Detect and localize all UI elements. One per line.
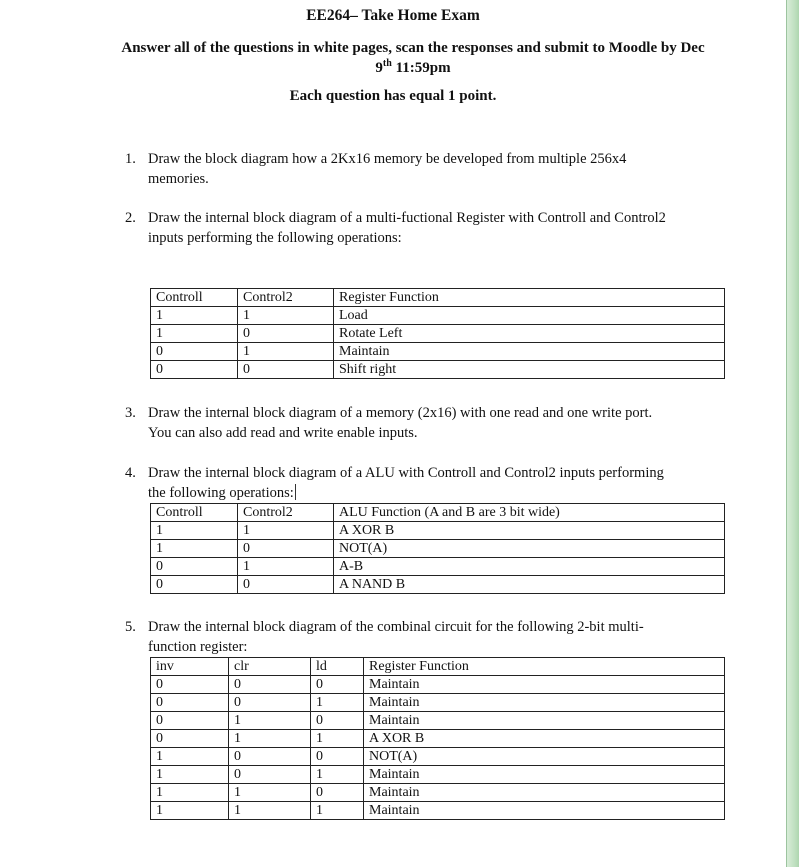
question-number: 2. — [125, 210, 136, 226]
question-text: Draw the internal block diagram of a memory (2x16) with one read and one write port. — [148, 405, 653, 421]
table-row — [151, 766, 725, 784]
submission-instructions — [98, 38, 728, 78]
table-cell: 0 — [229, 694, 311, 712]
question-number: 1. — [125, 151, 136, 167]
header-cell: Controll — [151, 504, 238, 522]
table-cell: Maintain — [334, 343, 725, 361]
table-cell: 1 — [311, 766, 364, 784]
question-5 — [125, 617, 728, 657]
header-cell: Controll — [151, 289, 238, 307]
table-cell: NOT(A) — [334, 540, 725, 558]
due-date-time: 11:59pm — [391, 60, 451, 76]
table-row — [151, 784, 725, 802]
table-cell: 0 — [238, 361, 334, 379]
table-cell: 1 — [229, 712, 311, 730]
table-row — [151, 325, 725, 343]
table-cell: 0 — [238, 576, 334, 594]
question-2 — [125, 208, 728, 248]
table-cell: 1 — [151, 784, 229, 802]
table-cell: Rotate Left — [334, 325, 725, 343]
table-row — [151, 576, 725, 594]
question-3 — [125, 403, 728, 443]
table-cell: 1 — [151, 522, 238, 540]
question-text: function register: — [148, 639, 248, 655]
table-cell: 1 — [229, 784, 311, 802]
table-cell: 1 — [311, 802, 364, 820]
instructions-line: Answer all of the questions in white pages, scan the responses and submit to Moodle by Dec — [121, 40, 705, 56]
table-header-row — [151, 289, 725, 307]
question-number: 4. — [125, 465, 136, 481]
table-cell: 1 — [151, 540, 238, 558]
header-cell: Control2 — [238, 289, 334, 307]
table-cell: Maintain — [364, 766, 725, 784]
table-cell: 0 — [229, 748, 311, 766]
table-cell: 0 — [151, 694, 229, 712]
table-cell: 0 — [151, 576, 238, 594]
question-text: memories. — [148, 171, 209, 187]
table-cell: 0 — [238, 325, 334, 343]
table-cell: 0 — [151, 712, 229, 730]
table-row — [151, 730, 725, 748]
due-date-day: 9 — [375, 60, 383, 76]
multifunction-register-table — [150, 657, 725, 820]
header-cell: Register Function — [364, 658, 725, 676]
register-function-table — [150, 288, 725, 379]
table-cell: Maintain — [364, 676, 725, 694]
table-cell: 1 — [151, 766, 229, 784]
table-cell: 0 — [238, 540, 334, 558]
table-cell: Maintain — [364, 712, 725, 730]
table-header-row — [151, 504, 725, 522]
table-cell: 0 — [311, 712, 364, 730]
table-cell: 1 — [238, 307, 334, 325]
question-text: Draw the internal block diagram of the combinal circuit for the following 2-bit multi- — [148, 619, 644, 635]
due-date-suffix: th — [382, 58, 392, 69]
text-cursor — [295, 484, 296, 500]
question-text: inputs performing the following operations: — [148, 230, 402, 246]
question-text: Draw the internal block diagram of a multi-fuctional Register with Controll and Control2 — [148, 210, 666, 226]
table-cell: 1 — [151, 802, 229, 820]
table-cell: Maintain — [364, 694, 725, 712]
table-cell: 1 — [311, 694, 364, 712]
table-row — [151, 676, 725, 694]
table-cell: 0 — [151, 558, 238, 576]
table-row — [151, 694, 725, 712]
table-row — [151, 343, 725, 361]
exam-title: EE264– Take Home Exam — [306, 7, 480, 24]
header-cell: inv — [151, 658, 229, 676]
points-note: Each question has equal 1 point. — [289, 88, 497, 104]
table-cell: 0 — [311, 676, 364, 694]
table-header-row — [151, 658, 725, 676]
table-row — [151, 540, 725, 558]
question-number: 5. — [125, 619, 136, 635]
table-cell: 0 — [229, 676, 311, 694]
table-cell: A XOR B — [334, 522, 725, 540]
table-cell: NOT(A) — [364, 748, 725, 766]
table-row — [151, 361, 725, 379]
table-row — [151, 748, 725, 766]
alu-function-table — [150, 503, 725, 594]
table-row — [151, 712, 725, 730]
table-cell: 1 — [238, 558, 334, 576]
question-text: Draw the block diagram how a 2Kx16 memory be developed from multiple 256x4 — [148, 151, 627, 167]
table-cell: A-B — [334, 558, 725, 576]
table-cell: Load — [334, 307, 725, 325]
header-cell: ld — [311, 658, 364, 676]
table-cell: 1 — [238, 522, 334, 540]
table-cell: 0 — [229, 766, 311, 784]
table-row — [151, 522, 725, 540]
table-row — [151, 307, 725, 325]
table-cell: 1 — [151, 748, 229, 766]
table-cell: 0 — [151, 730, 229, 748]
table-cell: 0 — [151, 361, 238, 379]
header-cell: clr — [229, 658, 311, 676]
table-cell: 0 — [151, 343, 238, 361]
table-cell: Maintain — [364, 802, 725, 820]
table-cell: 1 — [229, 802, 311, 820]
header-cell: Control2 — [238, 504, 334, 522]
table-cell: 1 — [151, 325, 238, 343]
question-text: the following operations: — [148, 485, 294, 501]
table-row — [151, 558, 725, 576]
table-cell: 1 — [238, 343, 334, 361]
table-cell: Maintain — [364, 784, 725, 802]
question-number: 3. — [125, 405, 136, 421]
question-text: You can also add read and write enable inputs. — [148, 425, 418, 441]
table-cell: 0 — [151, 676, 229, 694]
table-cell: Shift right — [334, 361, 725, 379]
header-cell: ALU Function (A and B are 3 bit wide) — [334, 504, 725, 522]
table-cell: 0 — [311, 784, 364, 802]
table-cell: 1 — [311, 730, 364, 748]
header-cell: Register Function — [334, 289, 725, 307]
table-cell: A XOR B — [364, 730, 725, 748]
question-text: Draw the internal block diagram of a ALU with Controll and Control2 inputs performing — [148, 465, 664, 481]
table-cell: 1 — [151, 307, 238, 325]
window-edge-bar — [786, 0, 799, 867]
table-row — [151, 802, 725, 820]
table-cell: 0 — [311, 748, 364, 766]
table-cell: A NAND B — [334, 576, 725, 594]
table-cell: 1 — [229, 730, 311, 748]
question-4 — [125, 463, 728, 503]
question-1 — [125, 149, 728, 189]
